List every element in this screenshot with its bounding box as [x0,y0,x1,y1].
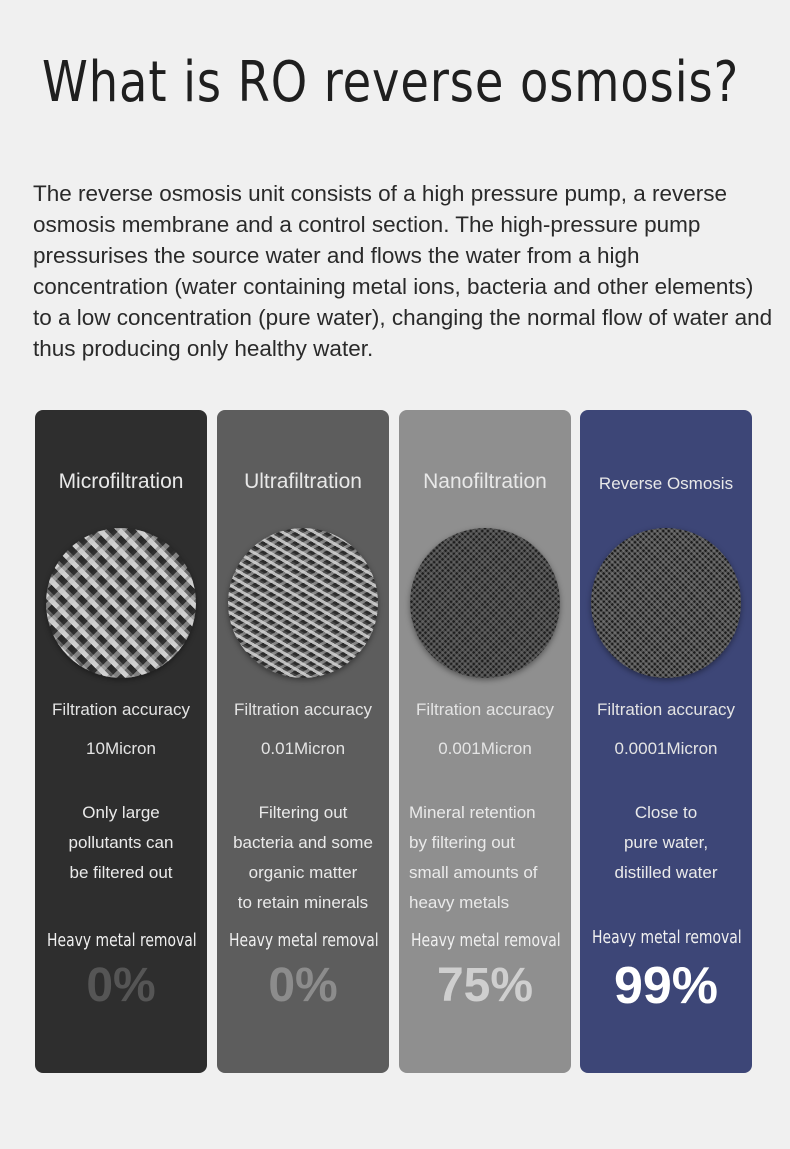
removal-label: Heavy metal removal [229,930,379,951]
removal-label: Heavy metal removal [411,930,561,951]
description-line: organic matter [248,863,358,882]
accuracy-label: Filtration accuracy [597,700,735,719]
accuracy-value: 0.0001Micron [614,739,718,758]
removal-value: 0% [86,959,156,1012]
card-title: Reverse Osmosis [598,474,734,493]
mesh-filter-image [410,528,560,678]
description-line: heavy metals [409,893,510,912]
removal-label: Heavy metal removal [592,927,742,948]
card-title: Nanofiltration [423,470,547,493]
card-microfiltration [35,410,207,1073]
description-line: small amounts of [409,863,538,882]
accuracy-value: 10Micron [86,739,156,758]
mesh-filter-image [228,528,378,678]
description-line: Filtering out [258,803,348,822]
description-line: pollutants can [68,833,174,852]
accuracy-label: Filtration accuracy [234,700,372,719]
card-reverse-osmosis [580,410,752,1073]
description-line: by filtering out [409,833,515,852]
description-line: pure water, [623,833,709,852]
accuracy-value: 0.001Micron [438,739,532,758]
description-line: be filtered out [69,863,173,882]
card-nanofiltration [399,410,571,1073]
description-line: to retain minerals [237,893,369,912]
card-description [217,798,389,918]
page-title: What is RO reverse osmosis? [42,50,740,115]
removal-label: Heavy metal removal [47,930,197,951]
description-line: Close to [634,803,698,822]
removal-value: 99% [613,957,719,1015]
card-description [580,798,752,888]
accuracy-label: Filtration accuracy [416,700,554,719]
intro-paragraph: The reverse osmosis unit consists of a high pressure pump, a reverse osmosis membrane and a control section. The high-pressure pump pressurises the source water and flows the water from a high concentration (water containing metal ions, bacteria and other elements) to a low concentration (pure water), changing the normal flow of water and thus producing only healthy water. [33,181,773,361]
description-line: Mineral retention [409,803,536,822]
removal-value: 75% [436,959,534,1012]
card-title: Ultrafiltration [244,470,362,493]
mesh-filter-image [591,528,741,678]
card-description [35,798,207,888]
accuracy-label: Filtration accuracy [52,700,190,719]
removal-value: 0% [268,959,338,1012]
card-title: Microfiltration [58,470,184,493]
card-ultrafiltration [217,410,389,1073]
description-line: distilled water [614,863,718,882]
card-description [399,798,571,918]
accuracy-value: 0.01Micron [260,739,346,758]
mesh-filter-image [46,528,196,678]
description-line: bacteria and some [233,833,373,852]
description-line: Only large [82,803,160,822]
